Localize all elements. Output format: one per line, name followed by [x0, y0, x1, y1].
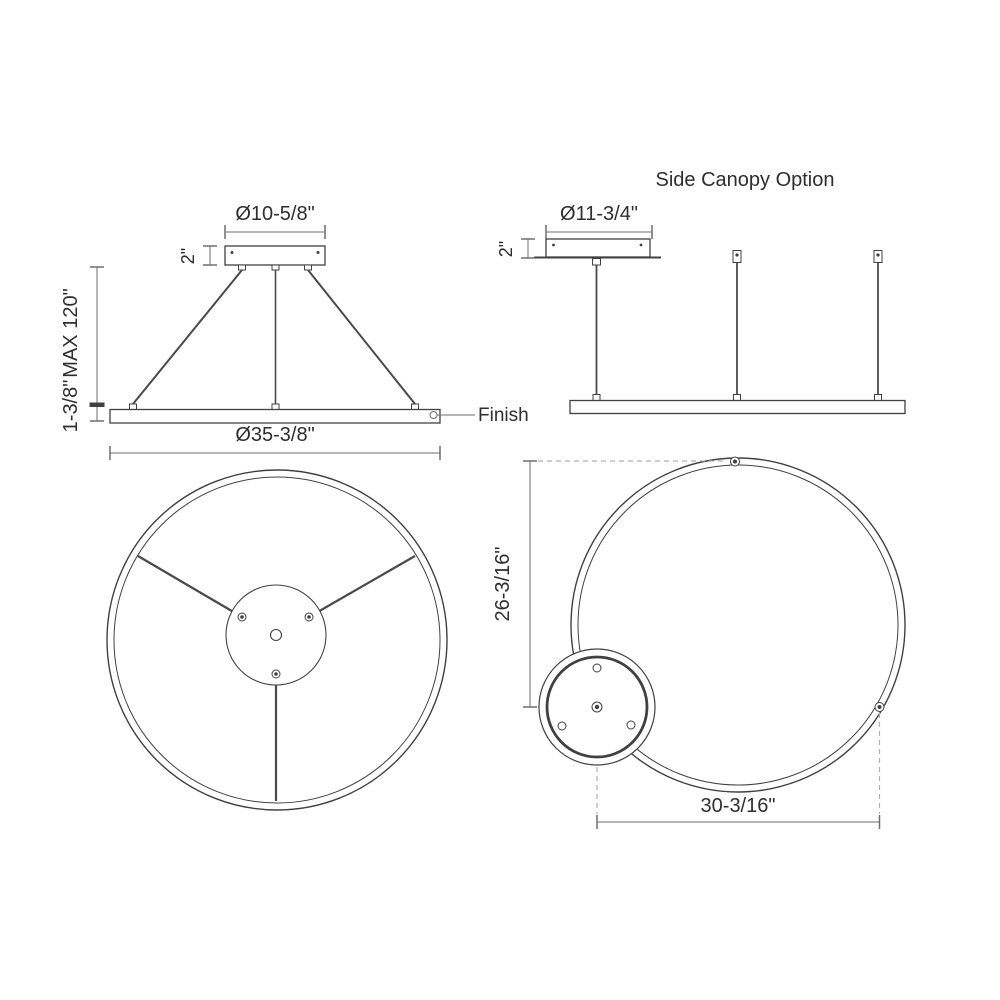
- front-canopy-screw-left: [231, 251, 234, 254]
- side-top-horizontal-dimension: [597, 795, 880, 829]
- side-canopy-height-dimension: [496, 239, 535, 258]
- side-ring-profile: [570, 401, 905, 414]
- side-canopy-diameter-dimension: [546, 203, 652, 239]
- front-drop-dimension: [60, 267, 105, 432]
- side-canopy-screw-left: [552, 244, 555, 247]
- side-top-vertical-dimension: [492, 461, 537, 707]
- front-canopy-height-label: 2": [178, 247, 198, 265]
- finish-label: Finish: [478, 405, 529, 426]
- front-elevation-view: [60, 203, 529, 460]
- front-ring-diameter-label: Ø35-3/8": [235, 424, 315, 446]
- side-canopy-elevation-view: [496, 169, 905, 414]
- front-max-drop-label: MAX 120": [60, 288, 82, 378]
- side-canopy-title: Side Canopy Option: [655, 169, 835, 191]
- top-view-side-canopy: [492, 457, 905, 829]
- side-canopy-wires: [593, 251, 883, 401]
- front-suspension-wires: [130, 265, 419, 410]
- side-canopy-screw-right: [640, 244, 643, 247]
- side-top-horizontal-dimension-label: 30-3/16": [700, 795, 776, 817]
- front-ring-height-label: 1-3/8": [60, 379, 82, 433]
- front-ring-diameter-dimension: [110, 424, 440, 460]
- side-ring-wire-anchors: [731, 457, 885, 712]
- side-canopy-height-label: 2": [496, 240, 516, 258]
- front-canopy-height-dimension: [178, 246, 217, 265]
- front-canopy: [225, 246, 325, 265]
- front-canopy-screw-right: [317, 251, 320, 254]
- front-canopy-diameter-label: Ø10-5/8": [235, 203, 315, 225]
- top-view-standard: [107, 470, 447, 810]
- side-canopy: [546, 239, 650, 257]
- side-top-vertical-dimension-label: 26-3/16": [492, 546, 514, 622]
- side-canopy-diameter-label: Ø11-3/4": [560, 203, 638, 225]
- front-ring-profile: [110, 410, 440, 424]
- front-canopy-diameter-dimension: [225, 203, 325, 239]
